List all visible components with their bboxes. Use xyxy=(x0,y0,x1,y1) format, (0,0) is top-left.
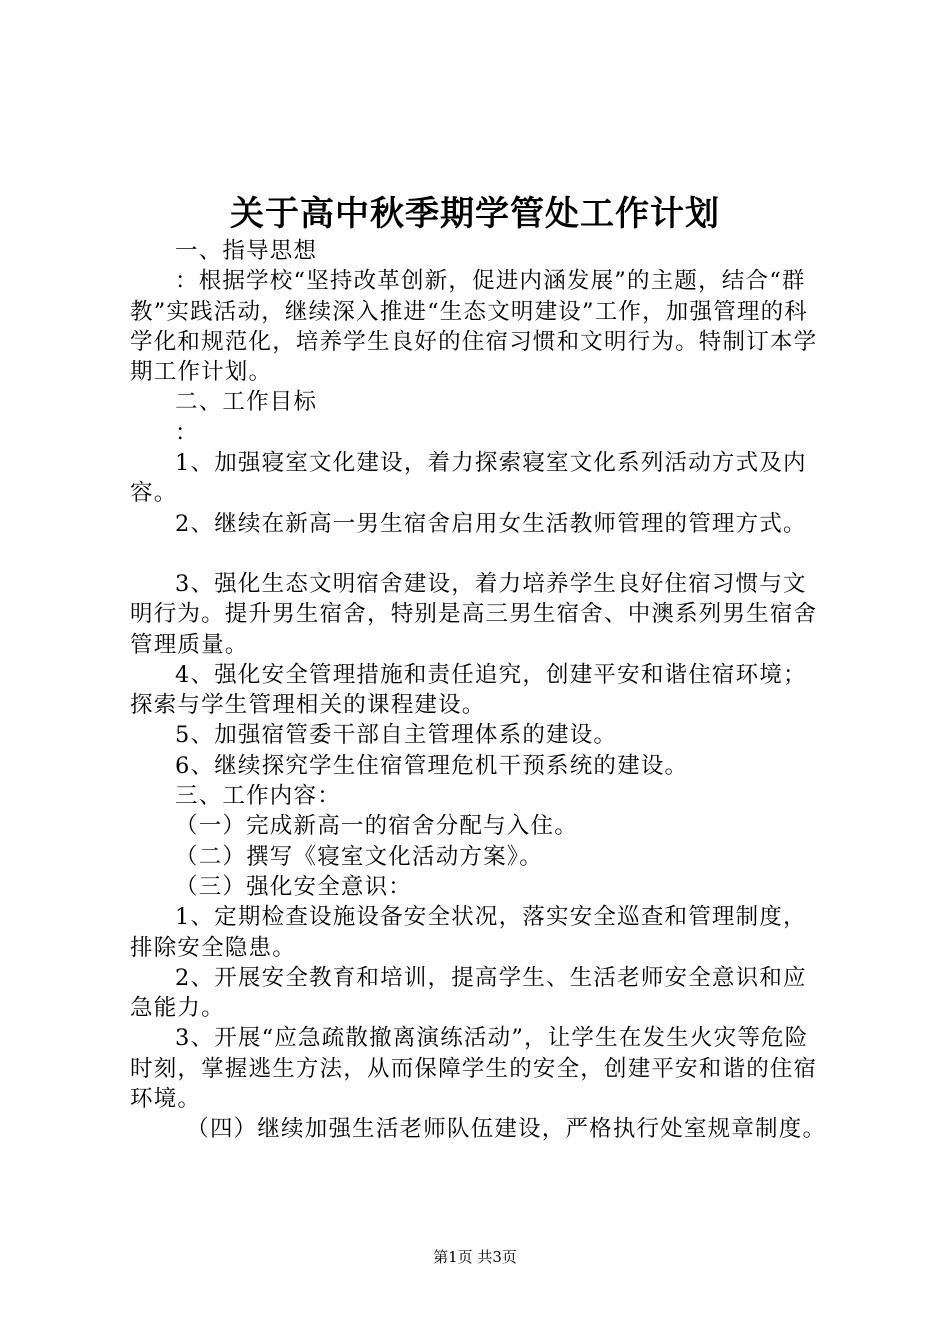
content-item-4: （四）继续加强生活老师队伍建设，严格执行处室规章制度。 xyxy=(186,1116,827,1143)
goal-item-4: 4、强化安全管理措施和责任追究，创建平安和谐住宿环境；探索与学生管理相关的课程建设。 xyxy=(130,661,807,719)
content-item-1: （一）完成新高一的宿舍分配与入住。 xyxy=(175,813,578,840)
goal-item-2: 2、继续在新高一男生宿舍启用女生活教师管理的管理方式。 xyxy=(175,510,807,537)
safety-item-1: 1、定期检查设施设备安全状况，落实安全巡查和管理制度，排除安全隐患。 xyxy=(130,904,807,961)
goal-item-1: 1、加强寝室文化建设，着力探索寝室文化系列活动方式及内容。 xyxy=(130,450,807,507)
paragraph-gap xyxy=(130,539,830,569)
section-heading-2: 二、工作目标 xyxy=(175,389,318,416)
document-body xyxy=(130,236,830,1145)
paragraph-colon: ： xyxy=(175,419,199,446)
safety-item-2: 2、开展安全教育和培训，提高学生、生活老师安全意识和应急能力。 xyxy=(130,964,807,1022)
section-heading-1: 一、指导思想 xyxy=(175,238,318,264)
safety-item-3: 3、开展“应急疏散撤离演练活动”，让学生在发生火灾等危险时刻，掌握逃生方法，从而保障学生的安全，创建平安和谐的住宿环境。 xyxy=(130,1025,818,1113)
content-item-3: （三）强化安全意识： xyxy=(175,873,413,900)
goal-item-6: 6、继续探究学生住宿管理危机干预系统的建设。 xyxy=(175,752,689,779)
section-heading-3: 三、工作内容： xyxy=(175,783,341,810)
page-footer: 第1页 共3页 xyxy=(433,1248,517,1266)
document-title: 关于高中秋季期学管处工作计划 xyxy=(230,194,720,234)
paragraph-guiding-thought: ：根据学校“坚持改革创新，促进内涵发展”的主题，结合“群教”实践活动，继续深入推进“生态文明建设”工作，加强管理的科学化和规范化，培养学生良好的住宿习惯和文明行为。特制订本学期工作计划。 xyxy=(130,268,818,386)
goal-item-3: 3、强化生态文明宿舍建设，着力培养学生良好住宿习惯与文明行为。提升男生宿舍，特别是高三男生宿舍、中澳系列男生宿舍管理质量。 xyxy=(130,570,818,658)
goal-item-5: 5、加强宿管委干部自主管理体系的建设。 xyxy=(175,722,618,749)
content-item-2: （二）撰写《寝室文化活动方案》。 xyxy=(175,843,543,870)
